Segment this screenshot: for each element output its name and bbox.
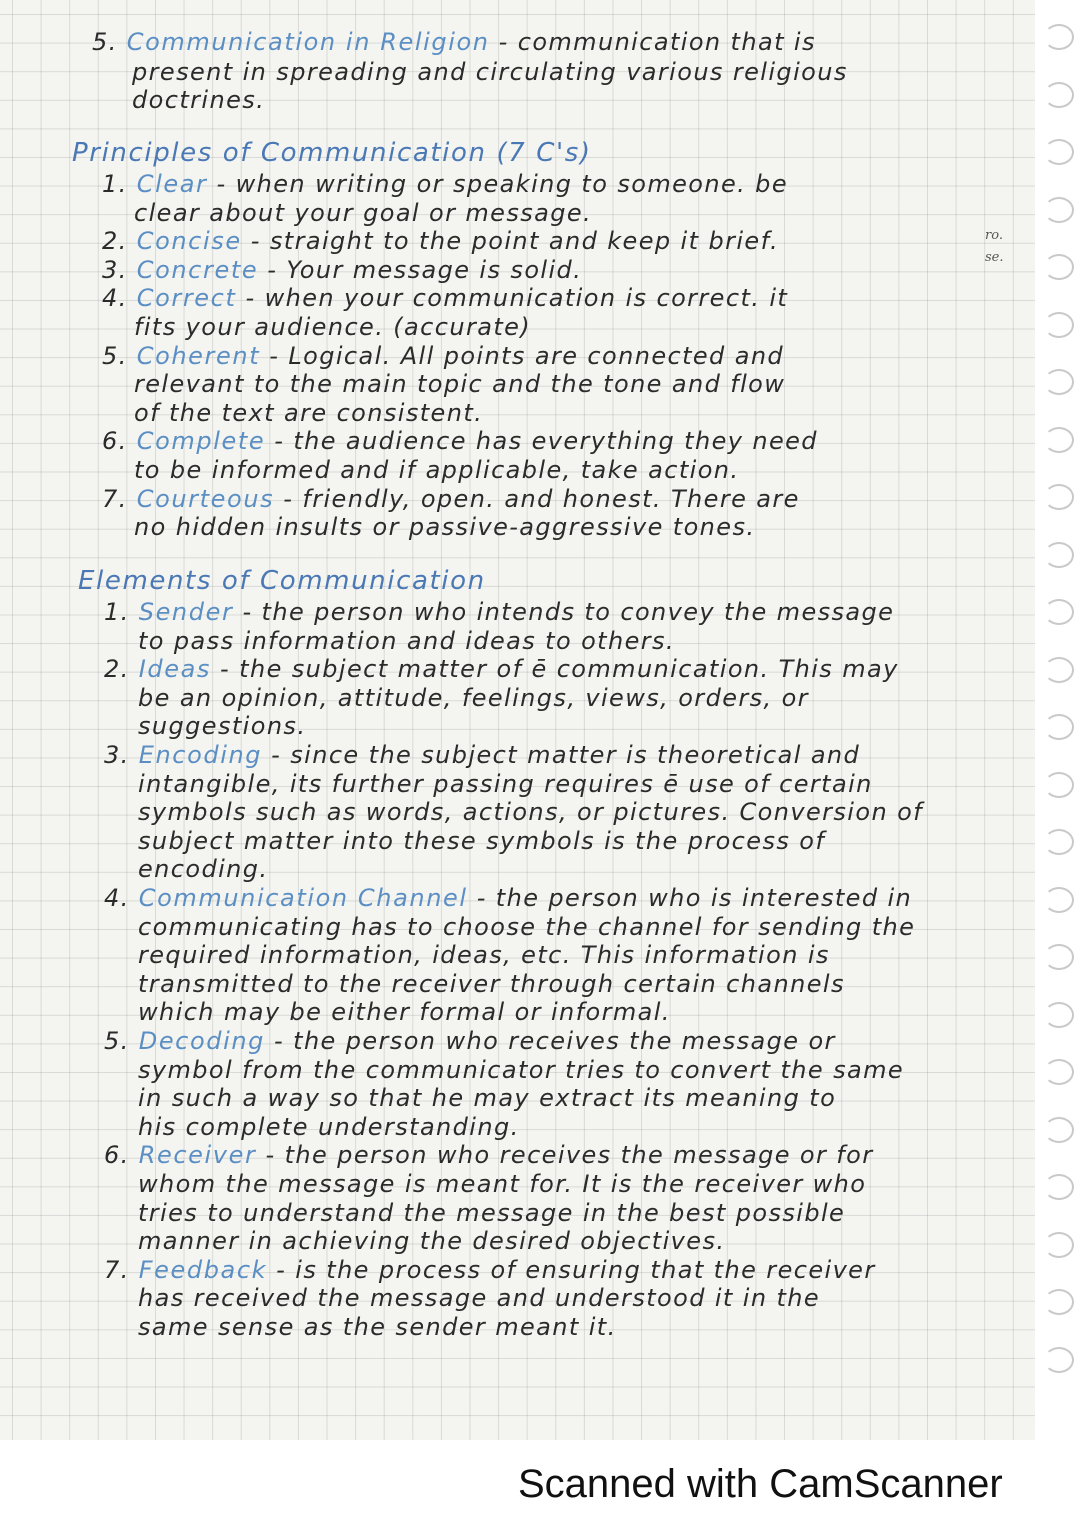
- definition-text: - friendly, open. and honest. There are: [274, 484, 800, 513]
- definition-line: present in spreading and circulating various religious: [132, 58, 848, 86]
- term-communication-in-religion: Communication in Religion: [126, 28, 490, 56]
- principles-item-coherent: [102, 342, 784, 370]
- item-number: 5.: [92, 28, 118, 56]
- definition-text: - when your communication is correct. it: [236, 284, 789, 313]
- spiral-ring: [1044, 1002, 1074, 1028]
- item-number: 2.: [102, 227, 128, 256]
- spiral-ring: [1044, 427, 1074, 453]
- definition-line: has received the message and understood it in the: [138, 1284, 821, 1313]
- definition-line: relevant to the main topic and the tone and flow: [134, 370, 786, 399]
- item-number: 6.: [104, 1141, 130, 1170]
- spiral-ring: [1044, 1289, 1074, 1315]
- definition-text: - straight to the point and keep it brief.: [241, 227, 780, 256]
- camscanner-watermark: Scanned with CamScanner: [518, 1462, 1003, 1506]
- definition-text: - the person who intends to convey the message: [233, 598, 895, 626]
- spiral-ring: [1044, 197, 1074, 223]
- spiral-ring: [1044, 1232, 1074, 1258]
- definition-line: clear about your goal or message.: [134, 198, 593, 227]
- spiral-ring: [1044, 1059, 1074, 1085]
- spiral-ring: [1044, 1347, 1074, 1373]
- spiral-ring: [1044, 772, 1074, 798]
- item-number: 4.: [104, 884, 130, 912]
- item-number: 3.: [102, 255, 128, 284]
- definition-line: in such a way so that he may extract its meaning to: [138, 1084, 837, 1113]
- term-courteous: Courteous: [136, 484, 275, 513]
- spiral-ring: [1044, 254, 1074, 280]
- term-complete: Complete: [136, 427, 266, 456]
- elements-item-communication-channel: [104, 884, 912, 912]
- spiral-ring: [1044, 139, 1074, 165]
- item-number: 5.: [104, 1027, 130, 1055]
- item-number: 7.: [102, 484, 128, 513]
- elements-item-decoding: [104, 1027, 836, 1055]
- item-number: 1.: [104, 598, 130, 626]
- definition-line: communicating has to choose the channel for sending the: [138, 912, 916, 941]
- term-coherent: Coherent: [136, 341, 261, 370]
- spiral-ring: [1044, 657, 1074, 683]
- principles-item-complete: [102, 427, 818, 455]
- definition-line: manner in achieving the desired objectives.: [138, 1227, 726, 1256]
- definition-line: suggestions.: [138, 712, 307, 741]
- spiral-ring: [1044, 887, 1074, 913]
- item-number: 5.: [102, 341, 128, 370]
- term-communication-channel: Communication Channel: [138, 884, 468, 912]
- definition-text: - the person who is interested in: [467, 884, 913, 912]
- term-sender: Sender: [138, 598, 234, 626]
- definition-line: no hidden insults or passive-aggressive tones.: [134, 513, 756, 542]
- definition-line: fits your audience. (accurate): [134, 313, 532, 341]
- elements-heading: Elements of Communication: [78, 566, 486, 596]
- elements-item-receiver: [104, 1141, 873, 1169]
- principles-heading: Principles of Communication (7 C's): [72, 138, 592, 168]
- definition-line: subject matter into these symbols is the process of: [138, 826, 826, 855]
- definition-text: - the person who receives the message or for: [256, 1141, 874, 1170]
- item-number: 3.: [104, 741, 130, 769]
- definition-text: - is the process of ensuring that the receiver: [267, 1255, 876, 1284]
- term-feedback: Feedback: [138, 1255, 268, 1284]
- spiral-ring: [1044, 1174, 1074, 1200]
- definition-text: - Your message is solid.: [258, 255, 583, 284]
- definition-line: transmitted to the receiver through certain channels: [138, 969, 845, 998]
- spiral-ring: [1044, 599, 1074, 625]
- term-receiver: Receiver: [138, 1141, 257, 1170]
- spiral-ring: [1044, 829, 1074, 855]
- term-clear: Clear: [136, 170, 208, 198]
- definition-line: encoding.: [138, 855, 269, 884]
- definition-text: - Logical. All points are connected and: [260, 341, 785, 370]
- spiral-ring: [1044, 82, 1074, 108]
- term-encoding: Encoding: [138, 741, 263, 769]
- elements-item-encoding: [104, 741, 860, 769]
- item-number: 1.: [102, 170, 128, 198]
- definition-text: - since the subject matter is theoretical and: [262, 741, 861, 769]
- spiral-ring: [1044, 369, 1074, 395]
- definition-text: - the audience has everything they need: [265, 427, 818, 456]
- definition-text: - the person who receives the message or: [265, 1027, 836, 1055]
- term-concrete: Concrete: [136, 255, 259, 284]
- elements-item-feedback: [104, 1256, 876, 1284]
- spiral-ring: [1044, 1117, 1074, 1143]
- definition-line: his complete understanding.: [138, 1112, 520, 1141]
- spiral-ring: [1044, 944, 1074, 970]
- term-concise: Concise: [136, 227, 242, 256]
- principles-item-concrete: [102, 256, 582, 284]
- definition-line: tries to understand the message in the best possible: [138, 1198, 846, 1227]
- spiral-ring: [1044, 542, 1074, 568]
- definition-text: - the subject matter of ē communication. This may: [211, 655, 899, 684]
- margin-note: se.: [985, 250, 1004, 265]
- definition-line: of the text are consistent.: [134, 398, 484, 427]
- definition-line: which may be either formal or informal.: [138, 998, 671, 1027]
- spiral-ring: [1044, 714, 1074, 740]
- item-number: 4.: [102, 284, 128, 313]
- spiral-ring: [1044, 24, 1074, 50]
- elements-item-ideas: [104, 655, 899, 683]
- item-number: 7.: [104, 1255, 130, 1284]
- spiral-ring: [1044, 312, 1074, 338]
- elements-item-sender: [104, 598, 894, 626]
- spiral-binding: [1040, 20, 1080, 1420]
- item-number: 6.: [102, 427, 128, 456]
- term-decoding: Decoding: [138, 1027, 266, 1055]
- definition-line: intangible, its further passing requires ē use of certain: [138, 769, 873, 798]
- definition-text: - when writing or speaking to someone. be: [207, 170, 788, 198]
- principles-item-courteous: [102, 485, 800, 513]
- definition-line: to pass information and ideas to others.: [138, 626, 675, 655]
- principles-item-correct: [102, 284, 788, 312]
- margin-note: ro.: [985, 228, 1003, 243]
- definition-line: to be informed and if applicable, take action.: [134, 456, 740, 484]
- spiral-ring: [1044, 484, 1074, 510]
- definition-line: required information, ideas, etc. This information is: [138, 941, 830, 970]
- definition-line: be an opinion, attitude, feelings, views, orders, or: [138, 683, 809, 712]
- definition-line: same sense as the sender meant it.: [138, 1313, 617, 1341]
- item-number: 2.: [104, 655, 130, 684]
- definition-line: whom the message is meant for. It is the receiver who: [138, 1170, 867, 1198]
- definition-line: symbol from the communicator tries to convert the same: [138, 1055, 905, 1084]
- definition-text: - communication that is: [489, 28, 816, 56]
- definition-line: symbols such as words, actions, or pictures. Conversion of: [138, 798, 924, 827]
- definition-line: doctrines.: [132, 86, 266, 114]
- principles-item-concise: [102, 227, 779, 255]
- principles-item-clear: [102, 170, 788, 198]
- term-correct: Correct: [136, 284, 237, 313]
- religion-item-first-line: [92, 28, 816, 56]
- term-ideas: Ideas: [138, 655, 212, 684]
